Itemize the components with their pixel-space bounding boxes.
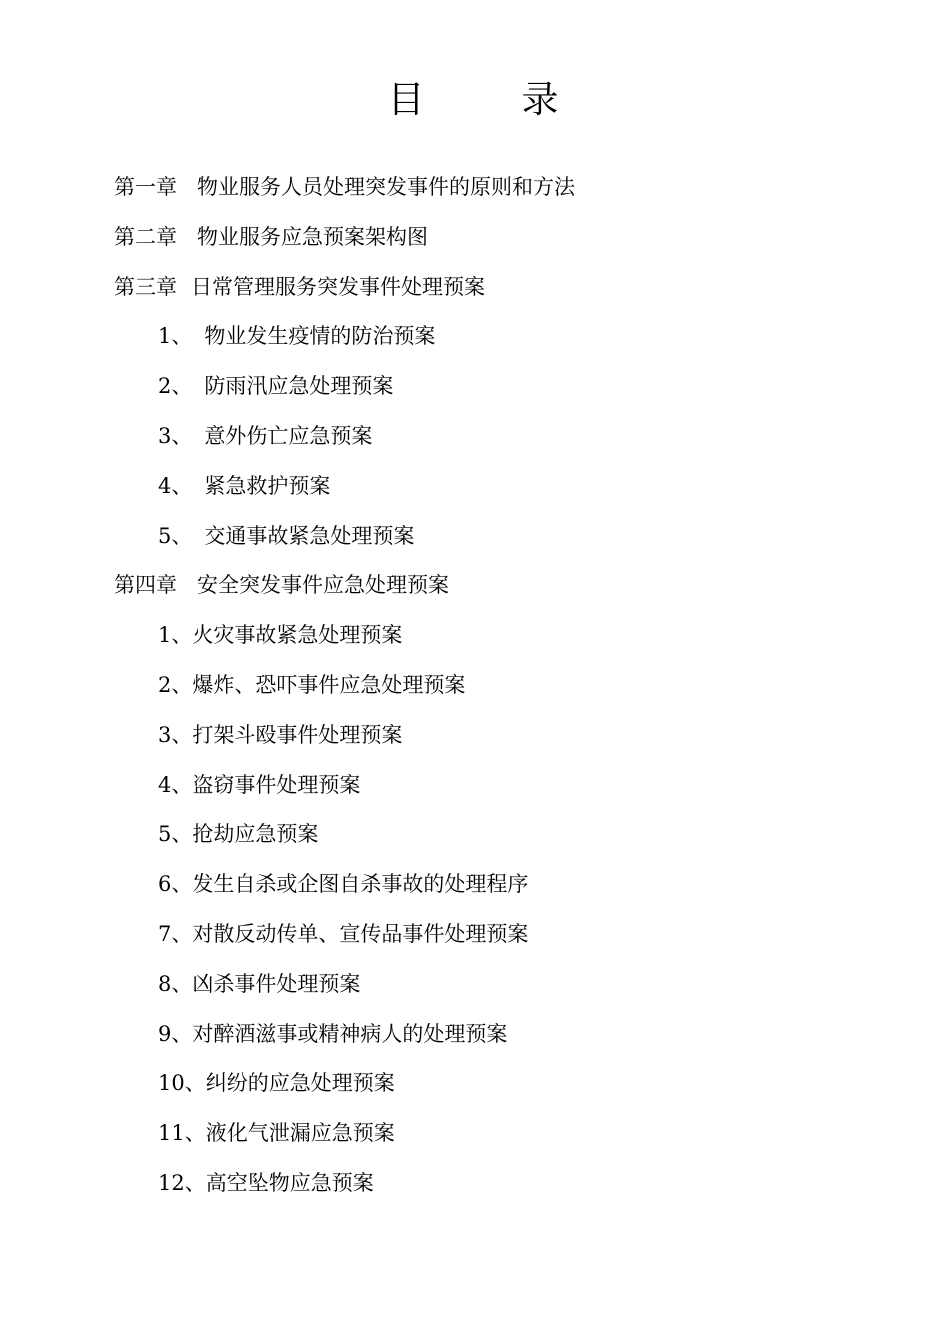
toc-title: 目 录 (387, 78, 589, 121)
section-number: 2、 (158, 374, 193, 399)
toc-section: 6、发生自杀或企图自杀事故的处理程序 (158, 872, 529, 897)
section-number: 4、 (158, 473, 193, 498)
toc-list (114, 163, 874, 1209)
toc-section: 12、高空坠物应急预案 (158, 1170, 374, 1195)
toc-section (114, 312, 874, 362)
toc-section: 8、凶杀事件处理预案 (158, 971, 361, 996)
section-title: 物业发生疫情的防治预案 (204, 324, 436, 349)
toc-chapter (114, 263, 874, 313)
chapter-number: 第三章 (114, 274, 177, 299)
chapter-number: 第一章 (114, 175, 177, 199)
toc-section (114, 462, 874, 512)
toc-section: 2、爆炸、恐吓事件应急处理预案 (158, 672, 466, 697)
section-title: 紧急救护预案 (204, 473, 331, 498)
toc-section: 9、对醉酒滋事或精神病人的处理预案 (158, 1021, 508, 1046)
section-title: 交通事故紧急处理预案 (204, 523, 415, 548)
section-number: 5、 (158, 523, 193, 548)
toc-chapter (114, 561, 874, 611)
toc-section: 7、对散反动传单、宣传品事件处理预案 (158, 921, 529, 946)
chapter-number: 第二章 (114, 224, 177, 249)
chapter-title: 安全突发事件应急处理预案 (197, 573, 449, 598)
chapter-title: 日常管理服务突发事件处理预案 (191, 274, 485, 299)
section-title: 意外伤亡应急预案 (204, 423, 373, 448)
toc-section: 5、抢劫应急预案 (158, 822, 319, 847)
toc-section (114, 412, 874, 462)
toc-chapter (114, 213, 874, 263)
chapter-title: 物业服务应急预案架构图 (197, 224, 428, 249)
toc-section: 10、纠纷的应急处理预案 (158, 1071, 395, 1096)
toc-section: 1、火灾事故紧急处理预案 (158, 623, 403, 648)
toc-chapter (114, 163, 874, 213)
toc-section (114, 512, 874, 562)
toc-section (114, 362, 874, 412)
section-number: 3、 (158, 423, 193, 448)
toc-section: 11、液化气泄漏应急预案 (158, 1121, 395, 1146)
toc-section: 4、盗窃事件处理预案 (158, 772, 361, 797)
toc-section: 3、打架斗殴事件处理预案 (158, 722, 403, 747)
section-title: 防雨汛应急处理预案 (204, 374, 394, 399)
chapter-title: 物业服务人员处理突发事件的原则和方法 (197, 175, 575, 199)
chapter-number: 第四章 (114, 573, 177, 598)
section-number: 1、 (158, 324, 193, 349)
